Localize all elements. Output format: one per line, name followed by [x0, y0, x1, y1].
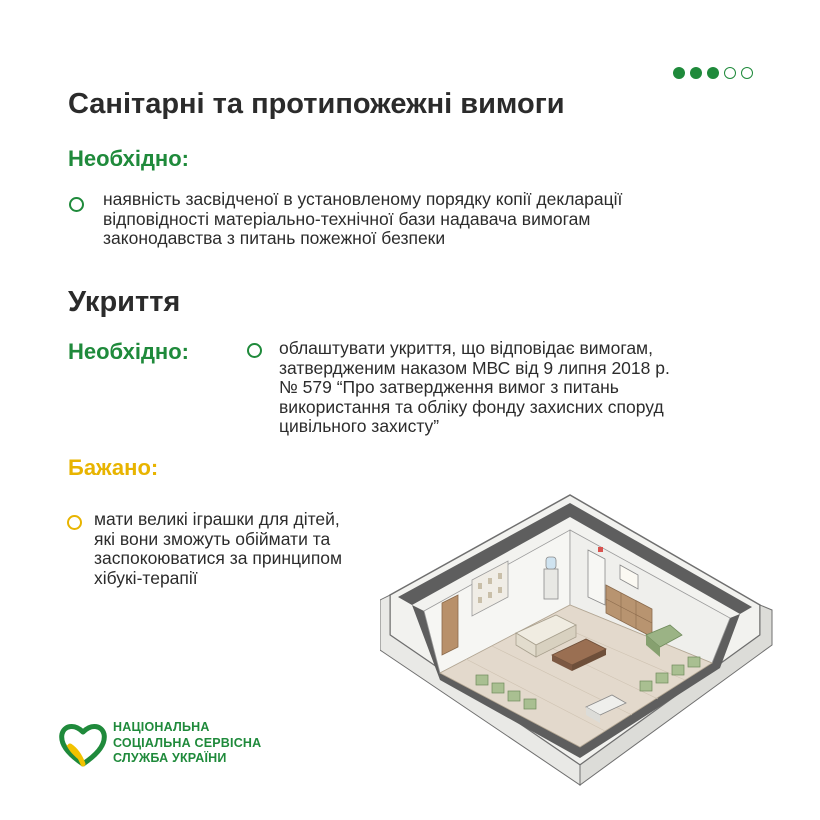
bullet-circle-icon [69, 197, 84, 212]
pagination-dot-1[interactable] [673, 67, 685, 79]
text-line: № 579 “Про затвердження вимог з питань [279, 377, 619, 397]
text-line: мати великі іграшки для дітей, [94, 509, 340, 529]
desired-label: Бажано: [68, 455, 159, 480]
required-label-shelter: Необхідно: [68, 339, 189, 364]
text-line: облаштувати укриття, що відповідає вимогам, [279, 338, 653, 358]
text-line: хібукі-терапії [94, 567, 198, 588]
fire-requirement-text [103, 190, 622, 249]
section-title-shelter: Укриття [68, 286, 181, 318]
heart-logo-icon [58, 722, 108, 768]
text-line: затвердженим наказом МВС від 9 липня 2018 р. [279, 357, 670, 378]
text-line: заспокоюватися за принципом [94, 548, 343, 568]
pagination-dot-5[interactable] [741, 67, 753, 79]
text-line: відповідності матеріально-технічної бази надавача вимогам [103, 208, 591, 229]
bullet-circle-icon [67, 515, 82, 530]
pagination-dot-4[interactable] [724, 67, 736, 79]
logo-line: СОЦІАЛЬНА СЕРВІСНА [113, 735, 262, 750]
pagination-dot-3[interactable] [707, 67, 719, 79]
text-line: які вони зможуть обіймати та [94, 528, 331, 549]
text-line: законодавства з питань пожежної безпеки [103, 228, 446, 248]
text-line: цивільного захисту” [279, 416, 440, 436]
shelter-room-illustration [380, 485, 780, 790]
logo-line: СЛУЖБА УКРАЇНИ [113, 751, 227, 765]
text-line: наявність засвідченої в установленому порядку копії декларації [103, 189, 623, 209]
shelter-requirement-text [279, 339, 670, 437]
logo-line: НАЦІОНАЛЬНА [113, 720, 210, 734]
logo-text [113, 720, 261, 767]
pagination-dots [673, 67, 753, 79]
desired-text [94, 510, 342, 588]
text-line: використання та обліку фонду захисних споруд [279, 396, 664, 417]
pagination-dot-2[interactable] [690, 67, 702, 79]
page-title: Санітарні та протипожежні вимоги [68, 88, 565, 120]
bullet-circle-icon [247, 343, 262, 358]
required-label-fire: Необхідно: [68, 146, 189, 171]
